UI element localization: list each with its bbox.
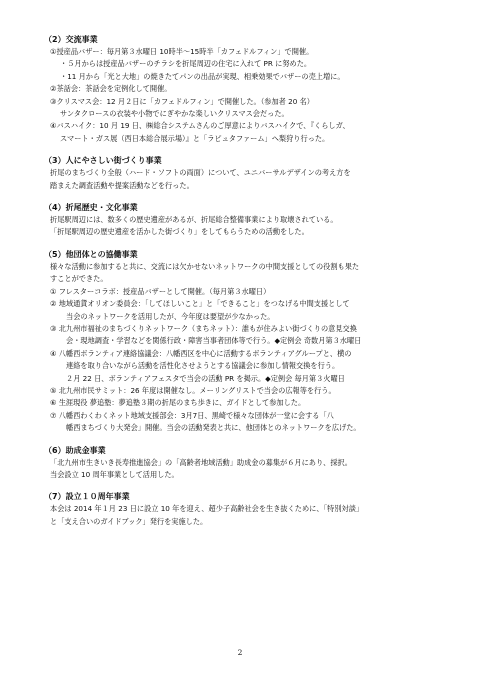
list-item: ① フレスターコラボ：授産品バザーとして開催。（毎月第３水曜日）: [50, 286, 271, 296]
section-title: （5）他団体との協働事業: [44, 249, 138, 259]
list-item: ④ 八幡西ボランティア連絡協議会：八幡西区を中心に活動するボランティアグループと、横の: [50, 348, 352, 358]
section-history-culture: [44, 202, 440, 239]
list-item: ⑦ 八幡西わくわくネット地域支援部会：3月7日、黒崎で様々な団体が一堂に会する「八: [50, 410, 334, 420]
list-item: ⑥ 生涯現役 夢追塾：夢追塾３期の折尾のまち歩きに、ガイドとして参加した。: [50, 398, 306, 408]
list-item: ② 地域通貨オリオン委員会：「してほしいこと」と「できること」をつなげる中間支援として: [50, 299, 350, 309]
paragraph: 様々な活動に参加すると共に、交流には欠かせないネットワークの中間支援としての役割も果た: [50, 261, 360, 271]
list-item: ④バスハイク：10 月 19 日、㈱総合システムさんのご厚意によりバスハイクで、『くらしガ、: [50, 121, 350, 131]
paragraph: 折尾駅周辺には、数多くの歴史遺産があるが、折尾総合整備事業により取壊されている。: [50, 215, 338, 225]
section-friendly-town: [44, 155, 440, 192]
section-grant: [44, 445, 440, 482]
list-item: ・11 月から「光と大地」の焼きたてパンの出品が実現、相乗効果でバザーの売上増に。: [60, 71, 345, 81]
section-title: （3）人にやさしい街づくり事業: [44, 156, 162, 166]
section-title: （7）設立１０周年事業: [44, 492, 130, 502]
paragraph: 折尾のまちづくり全般（ハード・ソフトの両面）について、ユニバーサルデザインの考え方を: [50, 168, 351, 178]
page-number: 2: [237, 648, 243, 657]
paragraph: 「折尾駅周辺の歴史遺産を活かした街づくり」をしてもらうための活動をした。: [50, 227, 309, 237]
section-collaboration: [44, 249, 440, 435]
section-title: （2）交流事業: [44, 35, 98, 44]
list-item: ②茶話会：茶話会を定例化して開催。: [50, 84, 172, 94]
section-anniversary: [44, 491, 440, 528]
paragraph: 「北九州市生きいき長寿推進協会」の「高齢者地域活動」助成金の募集が６月にあり、採択。: [50, 457, 352, 467]
section-title: （4）折尾歴史・文化事業: [44, 203, 138, 213]
list-item: ・５月からは授産品バザーのチラシを折尾周辺の住宅に入れて PR に努めた。: [60, 59, 312, 69]
paragraph: すことができた。: [50, 274, 108, 284]
list-item: スマート・ガス展（西日本総合展示場）』と「ラピュタファーム」へ梨狩り行った。: [60, 133, 330, 143]
list-item: ③クリスマス会：12 月２日に「カフェドルフィン」で開催した。（参加者 20 名）: [50, 96, 314, 106]
list-item: 幡西まちづくり大発会」開催。当会の活動発表と共に、他団体とのネットワークを広げた。: [66, 423, 361, 433]
list-item: 会・現地調査・学習などを関係行政・障害当事者団体等で行う。◆定例会 奇数月第３水曜日: [66, 336, 362, 346]
paragraph: 当会設立 10 周年事業として活用した。: [50, 469, 179, 479]
paragraph: 踏まえた調査活動や提案活動などを行った。: [50, 180, 194, 190]
paragraph: 本会は 2014 年１月 23 日に設立 10 年を迎え、超少子高齢社会を生き抜くために、「特別対談」: [50, 504, 364, 514]
section-exchange: [44, 34, 440, 145]
paragraph: と「支え合いのガイドブック」発行を実施した。: [50, 516, 208, 526]
list-item: 当会のネットワークを活用したが、今年度は要望が少なかった。: [66, 311, 275, 321]
list-item: ③ 北九州市福祉のまちづくりネットワーク（まちネット）：誰もが住みよい街づくりの意見交換: [50, 323, 357, 333]
list-item: ⑤ 北九州市民サミット：26 年度は開催なし。メーリングリストで当会の広報等を行う。: [50, 385, 336, 395]
section-title: （6）助成金事業: [44, 445, 106, 455]
list-item: ２月 22 日、ボランティアフェスタで当会の活動 PR を掲示。◆定例会 毎月第３火曜日: [66, 373, 345, 383]
list-item: ①授産品バザー：毎月第３水曜日 10時半〜15時半「カフェドルフィン」で開催。: [50, 47, 314, 56]
list-item: 連絡を取り合いながら活動を活性化させようとする協議会に参加し情報交換を行う。: [66, 361, 340, 371]
list-item: サンタクロースの衣装や小物でにぎやかな楽しいクリスマス会だった。: [60, 109, 289, 119]
